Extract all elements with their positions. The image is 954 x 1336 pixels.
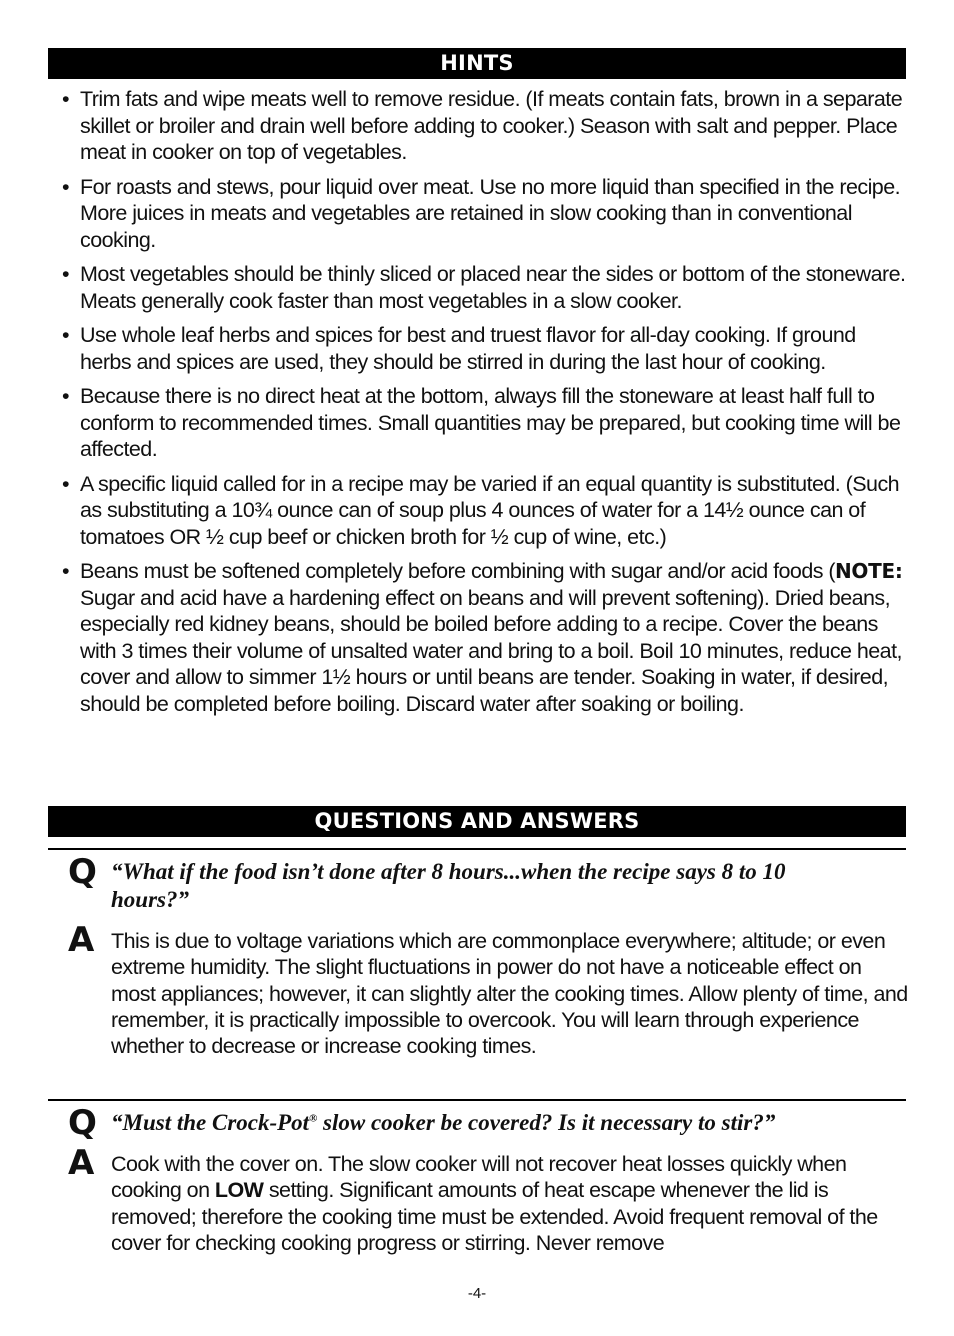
a-mark: A xyxy=(68,920,95,960)
page-number: -4- xyxy=(467,1285,487,1302)
question-2: “Must the Crock-Pot® slow cooker be covered? Is it necessary to stir?” xyxy=(111,1110,776,1135)
q-mark: Q xyxy=(68,1103,97,1143)
bullet: • xyxy=(62,262,69,286)
hint-item: • Use whole leaf herbs and spices for best and truest flavor for all-day cooking. If ground herbs and spices are used, they should be stirred in during the last hour of cooking. xyxy=(62,323,856,374)
hint-item: • For roasts and stews, pour liquid over meat. Use no more liquid than specified in the recipe. More juices in meats and vegetables are retained in slow cooking than in conventional cooking. xyxy=(62,174,901,252)
hint-item: • Trim fats and wipe meats well to remove residue. (If meats contain fats, brown in a separate skillet or broiler and drain well before adding to cooker.) Season with salt and pepper. Place meat in cooker on top of vegetables. xyxy=(62,87,903,164)
divider xyxy=(48,848,906,850)
question-1: “What if the food isn’t done after 8 hours...when the recipe says 8 to 10 hours?” xyxy=(111,859,786,912)
answer-1: This is due to voltage variations which are commonplace everywhere; altitude; or even extreme humidity. The slight fluctuations in power do not have a noticeable effect on most appliances; however, it can slightly alter the cooking times. Allow plenty of time, and remember, it is practically impossible to overcook. You will learn through experience whether to decrease or increase cooking times. xyxy=(111,929,908,1059)
bullet: • xyxy=(62,87,69,111)
divider xyxy=(48,1099,906,1101)
q-mark: Q xyxy=(68,852,97,892)
hint-item-beans: • Beans must be softened completely before combining with sugar and/or acid foods (NOTE: Sugar and acid have a hardening effect on beans and will prevent softening). Dried beans, especially red kidney beans, should be boiled before adding to a recipe. Cover the beans with 3 times their volume of unsalted water and bring to a boil. Boil 10 minutes, reduce heat, cover and allow to simmer 1½ hours or until beans are tender. Soaking in water, if desired, should be completed before boiling. Discard water after soaking or boiling. xyxy=(62,559,903,716)
hint-item: • Because there is no direct heat at the bottom, always fill the stoneware at least half full to conform to recommended times. Small quantities may be prepared, but cooking time will be affected. xyxy=(62,384,901,461)
answer-2: Cook with the cover on. The slow cooker will not recover heat losses quickly when cooking on LOW setting. Significant amounts of heat escape whenever the lid is removed; therefore the cooking time must be extended. Avoid frequent removal of the cover for checking cooking progress or stirring. Never remove xyxy=(111,1152,878,1255)
hint-item: • Most vegetables should be thinly sliced or placed near the sides or bottom of the stoneware. Meats generally cook faster than most vegetables in a slow cooker. xyxy=(62,262,906,313)
bullet: • xyxy=(62,471,69,496)
hint-item: • A specific liquid called for in a recipe may be varied if an equal quantity is substituted. (Such as substituting a 10¾ ounce can of soup plus 4 ounces of water for a 14½ ounce can of tomatoes OR ½ cup beef or chicken broth for ½ cup of wine, etc.) xyxy=(62,471,900,549)
bullet: • xyxy=(62,174,69,199)
a-mark: A xyxy=(68,1143,95,1183)
low-setting-label: LOW xyxy=(214,1178,264,1203)
hints-list xyxy=(62,86,912,725)
bullet: • xyxy=(62,384,69,408)
qa-header: QUESTIONS AND ANSWERS xyxy=(48,806,906,837)
registered-mark: ® xyxy=(309,1112,318,1125)
bullet: • xyxy=(62,559,69,583)
bullet: • xyxy=(62,323,69,347)
note-label: NOTE: xyxy=(834,559,903,583)
hints-header: HINTS xyxy=(48,48,906,79)
